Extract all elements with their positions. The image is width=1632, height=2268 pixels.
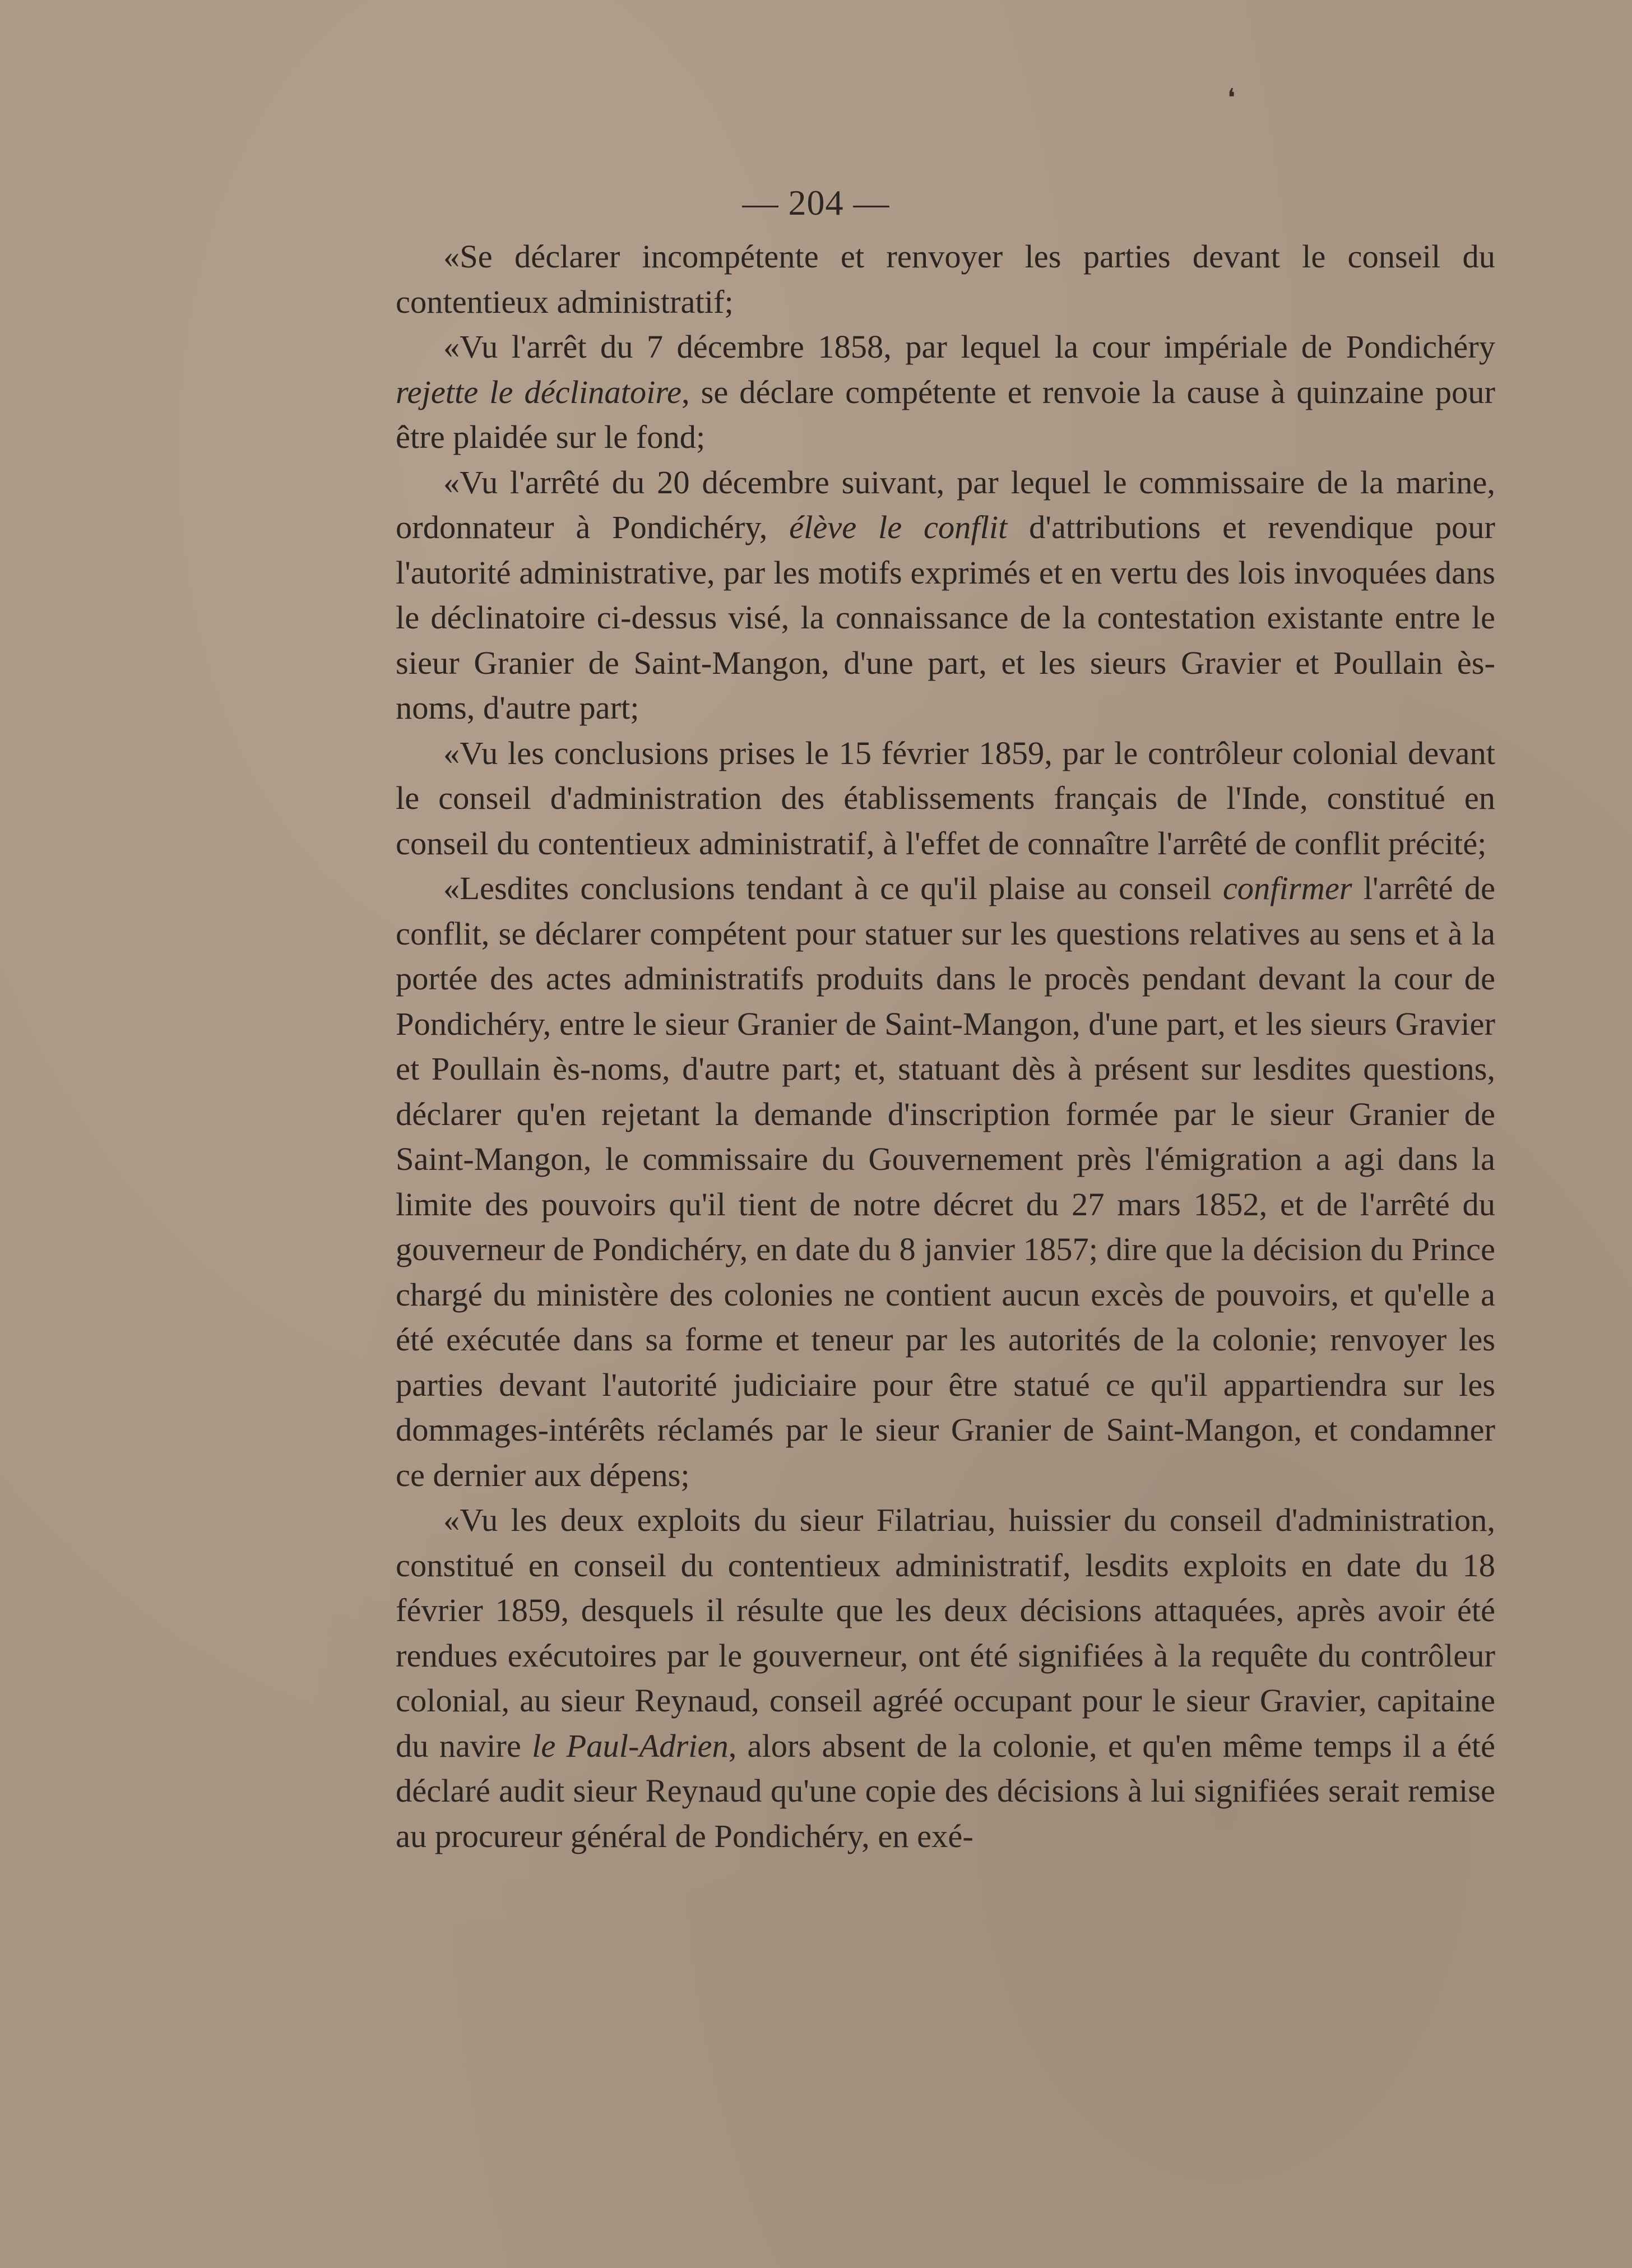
italic-phrase: confirmer <box>1222 870 1352 906</box>
text-run: «Se déclarer incompétente et renvoyer les parties devant le conseil du contentieux administratif; <box>396 238 1495 320</box>
text-run: «Vu les deux exploits du sieur Filatriau, huissier du conseil d'administration, constitué en conseil du contentieux administratif, lesdits exploits en date du 18 février 1859, desquels il résulte que les deux décisions attaquées, après avoir été rendues exécutoires par le gouverneur, ont été signifiées à la requête du contrôleur colonial, au sieur Reynaud, conseil agréé occupant pour le sieur Gravier, capitaine du navire <box>396 1502 1495 1764</box>
paragraph-6 <box>396 1498 1495 1859</box>
paragraph-5 <box>396 866 1495 1498</box>
text-run: , se déclare compétente et renvoie la cause à quinzaine pour être plaidée sur le fond; <box>396 373 1495 455</box>
text-run: «Vu l'arrêté du 20 décembre suivant, par lequel le commissaire de la marine, ordonnateur à Pondichéry, <box>396 464 1495 545</box>
paragraph-3 <box>396 460 1495 731</box>
italic-phrase: élève le conflit <box>789 509 1008 545</box>
page-number: — 204 — <box>742 183 890 223</box>
text-run: d'attributions et revendique pour l'autorité administrative, par les motifs exprimés et en vertu des lois invoquées dans le déclinatoire ci-dessus visé, la connaissance de la contestation existante entre le sieur Granier de Saint-Mangon, d'une part, et les sieurs Gravier et Poullain ès-noms, d'autre part; <box>396 509 1495 726</box>
paragraph-1 <box>396 234 1495 325</box>
italic-phrase: rejette le déclinatoire <box>396 373 681 410</box>
text-run: , alors absent de la colonie, et qu'en même temps il a été déclaré audit sieur Reynaud qu'une copie des décisions à lui signifiées serait remise au procureur général de Pondichéry, en exé- <box>396 1727 1496 1854</box>
text-run: «Lesdites conclusions tendant à ce qu'il plaise au conseil <box>443 870 1223 906</box>
text-run: «Vu les conclusions prises le 15 février 1859, par le contrôleur colonial devant le conseil d'administration des établissements français de l'Inde, constitué en conseil du contentieux administratif, à l'effet de connaître l'arrêté de conflit précité; <box>396 734 1495 862</box>
text-run: «Vu l'arrêt du 7 décembre 1858, par lequel la cour impériale de Pondichéry <box>443 328 1495 365</box>
body-text <box>396 234 1495 1859</box>
paragraph-4 <box>396 731 1495 867</box>
text-run: l'arrêté de conflit, se déclarer compétent pour statuer sur les questions relatives au sens et à la portée des actes administratifs produits dans le procès pendant devant la cour de Pondichéry, entre le sieur Granier de Saint-Mangon, d'une part, et les sieurs Gravier et Poullain ès-noms, d'autre part; et, statuant dès à présent sur lesdites questions, déclarer qu'en rejetant la demande d'inscription formée par le sieur Granier de Saint-Mangon, le commissaire du Gouvernement près l'émigration a agi dans la limite des pouvoirs qu'il tient de notre décret du 27 mars 1852, et de l'arrêté du gouverneur de Pondichéry, en date du 8 janvier 1857; dire que la décision du Prince chargé du ministère des colonies ne contient aucun excès de pouvoirs, et qu'elle a été exécutée dans sa forme et teneur par les autorités de la colonie; renvoyer les parties devant l'autorité judiciaire pour être statué ce qu'il appartiendra sur les dommages-intérêts réclamés par le sieur Granier de Saint-Mangon, et condamner ce dernier aux dépens; <box>396 870 1495 1493</box>
ink-speck: ❛ <box>1227 84 1236 112</box>
paragraph-2 <box>396 325 1495 460</box>
italic-phrase: le Paul-Adrien <box>532 1727 729 1764</box>
